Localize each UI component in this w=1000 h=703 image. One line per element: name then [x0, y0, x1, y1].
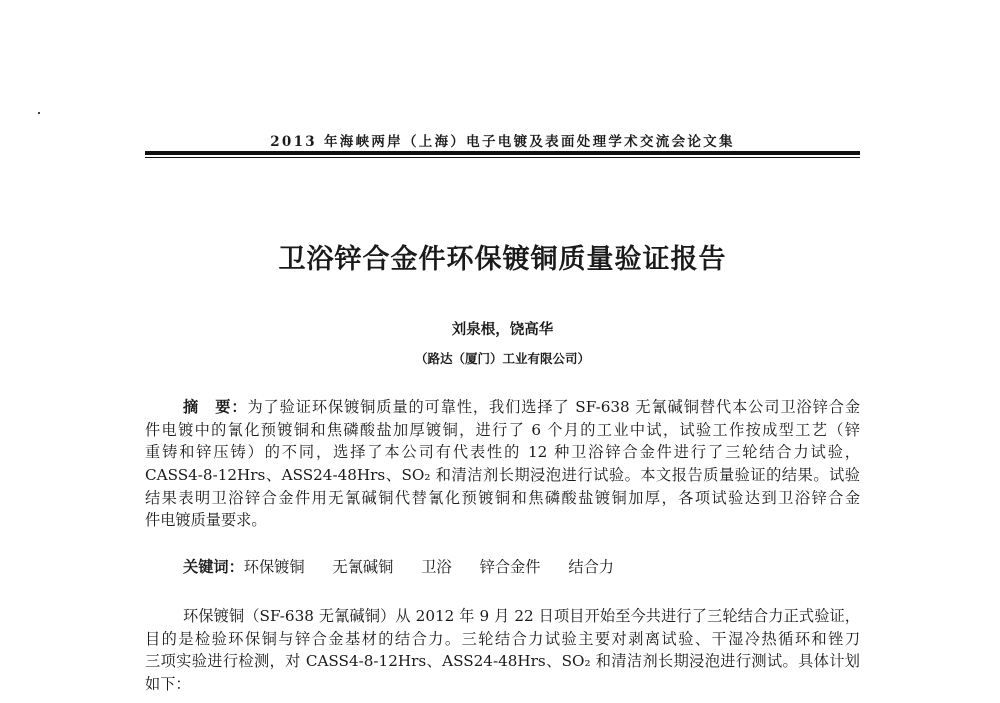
body-line: 环保镀铜（SF-638 无氰碱铜）从 2012 年 9 月 22 日项目开始至今共进行了三轮结合力正式验证，: [183, 607, 860, 625]
keywords-label: 关键词：: [183, 558, 244, 576]
body-line: 如下：: [145, 675, 191, 694]
paper-title: 卫浴锌合金件环保镀铜质量验证报告: [278, 244, 727, 275]
header-rule-thin: [145, 157, 860, 158]
abstract-line: 结果表明卫浴锌合金件用无氰碱铜代替氰化预镀铜和焦磷酸盐镀铜加厚，各项试验达到卫浴锌合金: [145, 488, 860, 507]
abstract-label: 摘 要：: [183, 398, 248, 416]
authors: 刘泉根，饶高华: [451, 322, 554, 338]
abstract-line-text: 为了验证环保镀铜质量的可靠性，我们选择了 SF-638 无氰碱铜替代本公司卫浴锌合金: [247, 398, 861, 416]
keyword: 卫浴: [421, 558, 452, 576]
abstract-line: CASS4-8-12Hrs、ASS24-48Hrs、SO₂ 和清洁剂长期浸泡进行试验。本文报告质量验证的结果。试验: [145, 466, 860, 485]
abstract-line: [145, 396, 860, 419]
keyword: 环保镀铜: [243, 558, 305, 576]
body-line: 三项实验进行检测，对 CASS4-8-12Hrs、ASS24-48Hrs、SO₂ 和清洁剂长期浸泡进行测试。具体计划: [145, 652, 860, 671]
abstract-line: 重铸和锌压铸）的不同，选择了本公司有代表性的 12 种卫浴锌合金件进行了三轮结合力试验，: [145, 443, 860, 462]
keyword: 结合力: [568, 558, 614, 576]
abstract: [145, 396, 860, 532]
abstract-line: 件电镀中的氰化预镀铜和焦磷酸盐加厚镀铜，进行了 6 个月的工业中试，试验工作按成型工艺（锌: [145, 420, 860, 439]
running-header: 2013 年海峡两岸（上海）电子电镀及表面处理学术交流会论文集: [270, 134, 735, 150]
scan-speck: [38, 112, 40, 114]
body-line: 目的是检验环保铜与锌合金基材的结合力。三轮结合力试验主要对剥离试验、干湿冷热循环和锉刀: [145, 629, 860, 648]
header-rule-thick: [145, 151, 860, 155]
abstract-line: 件电镀质量要求。: [145, 511, 267, 530]
keywords: [145, 556, 860, 579]
keyword: 锌合金件: [479, 558, 541, 576]
affiliation: （路达（厦门）工业有限公司）: [414, 351, 590, 366]
body-paragraph: [145, 605, 860, 696]
keyword: 无氰碱铜: [332, 558, 394, 576]
